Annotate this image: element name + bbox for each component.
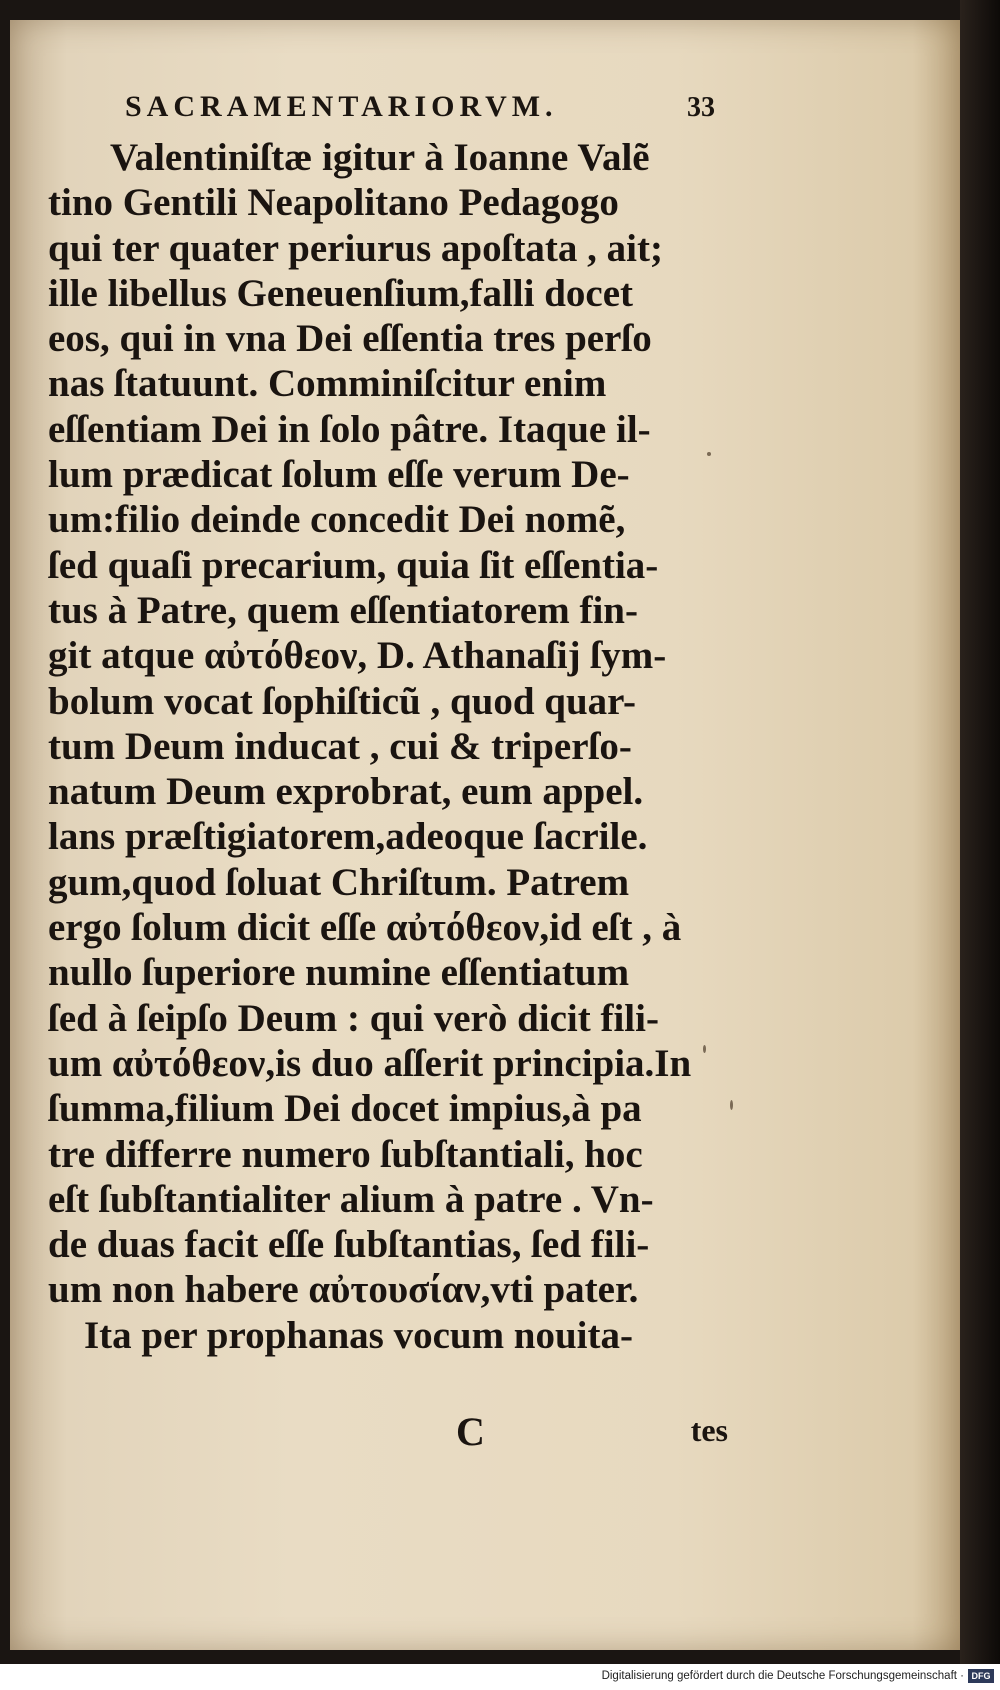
text-line: ſumma,filium Dei docet impius,à pa — [48, 1087, 642, 1131]
text-line: eos, qui in vna Dei eſſentia tres perſo — [48, 317, 652, 361]
catchword: tes — [690, 1412, 728, 1448]
page-foot — [48, 1408, 728, 1458]
text-line: tus à Patre, quem eſſentiatorem fin- — [48, 588, 638, 632]
text-line: ille libellus Geneuenſium,falli docet — [48, 271, 633, 315]
text-line: eſſentiam Dei in ſolo pâtre. Itaque il- — [48, 407, 651, 451]
text-line: ſed à ſeipſo Deum : qui verò dicit fili- — [48, 996, 659, 1040]
paper-speck — [730, 1100, 733, 1110]
text-line: natum Deum exprobrat, eum appel. — [48, 770, 644, 814]
running-head — [125, 90, 715, 130]
text-line: lans præſtigiatorem,adeoque ſacrile. — [48, 815, 648, 859]
signature-mark: C — [456, 1409, 485, 1454]
text-line: Valentiniſtæ igitur à Ioanne Valẽ — [110, 136, 650, 179]
text-line: qui ter quater periurus apoſtata , ait; — [48, 226, 663, 270]
text-line: gum,quod ſoluat Chriſtum. Patrem — [48, 860, 630, 904]
text-line: tum Deum inducat , cui & triperſo- — [48, 724, 632, 768]
body-text — [48, 135, 728, 1358]
dfg-logo-icon: DFG — [968, 1669, 994, 1683]
funding-credit: Digitalisierung gefördert durch die Deutsche Forschungsgemeinschaft · — [601, 1670, 964, 1682]
text-line: bolum vocat ſophiſticũ , quod quar- — [48, 679, 637, 723]
running-title: SACRAMENTARIORVM. — [125, 90, 558, 123]
text-line: ſed quaſi precarium, quia ſit eſſentia- — [48, 543, 659, 587]
text-line: tino Gentili Neapolitano Pedagogo — [48, 181, 619, 225]
text-line: nas ſtatuunt. Comminiſcitur enim — [48, 362, 607, 406]
text-line: um non habere αὐτουσίαν,vti pater. — [48, 1268, 639, 1312]
text-line: eſt ſubſtantialiter alium à patre . Vn- — [48, 1177, 654, 1221]
book-fore-edge — [960, 0, 1000, 1664]
text-line: tre differre numero ſubſtantiali, hoc — [48, 1132, 643, 1176]
text-line: de duas facit eſſe ſubſtantias, ſed fili- — [48, 1223, 650, 1267]
text-line: git atque αὐτόθεον, D. Athanaſij ſym- — [48, 634, 667, 678]
text-line: ergo ſolum dicit eſſe αὐτόθεον,id eſt , à — [48, 906, 682, 950]
text-line: um αὐτόθεον,is duo aſſerit principia.In — [48, 1041, 692, 1085]
text-line: nullo ſuperiore numine eſſentiatum — [48, 951, 630, 995]
text-line: Ita per prophanas vocum nouita- — [84, 1313, 633, 1357]
page-number: 33 — [687, 92, 715, 123]
text-line: lum prædicat ſolum eſſe verum De- — [48, 453, 630, 497]
digitization-footer — [0, 1664, 1000, 1690]
text-line: um:filio deinde concedit Dei nomẽ, — [48, 498, 626, 542]
